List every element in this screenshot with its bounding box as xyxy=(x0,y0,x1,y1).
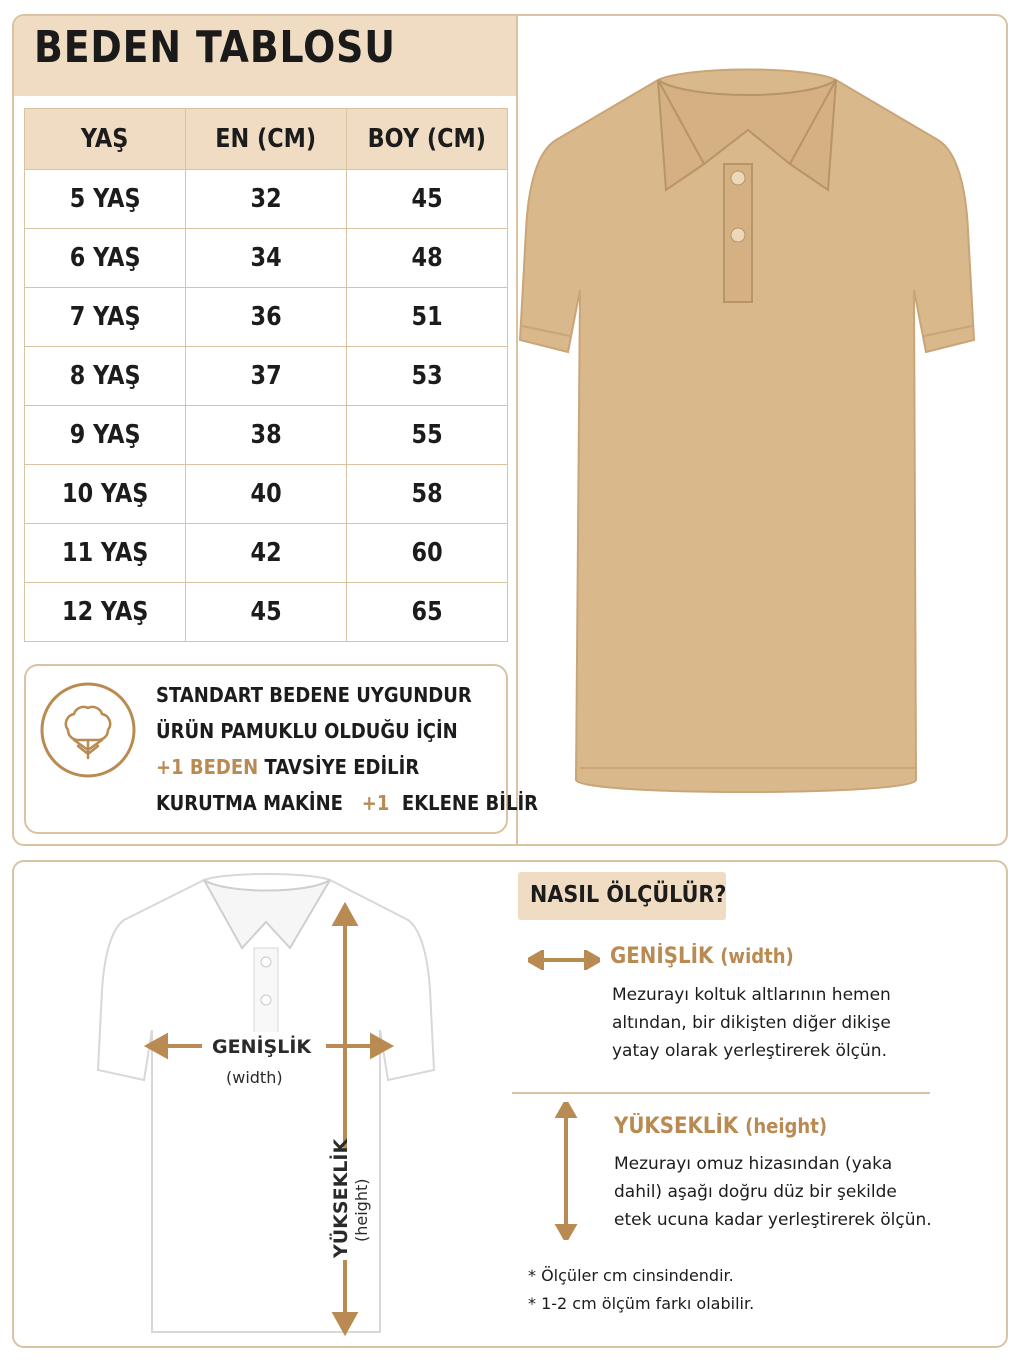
note-line-4-start: KURUTMA MAKİNE xyxy=(156,791,343,815)
table-header-row xyxy=(25,109,508,170)
column-header-width: EN (CM) xyxy=(186,109,347,170)
note-line-3-rest: TAVSİYE EDİLİR xyxy=(264,755,420,779)
cell-width: 32 xyxy=(186,170,347,229)
overlay-width-label: GENİŞLİK xyxy=(212,1036,312,1058)
overlay-height-sub: (height) xyxy=(352,1178,371,1242)
note-line-4-rest: EKLENE BİLİR xyxy=(401,791,539,815)
measurement-arrows-overlay xyxy=(140,900,400,1340)
table-row xyxy=(25,347,508,406)
cell-length: 65 xyxy=(347,583,508,642)
section-separator xyxy=(512,1092,930,1094)
cell-width: 40 xyxy=(186,465,347,524)
column-header-length: BOY (CM) xyxy=(347,109,508,170)
cotton-icon xyxy=(38,680,138,780)
cell-length: 58 xyxy=(347,465,508,524)
cell-age: 9 YAŞ xyxy=(25,406,186,465)
cell-age: 10 YAŞ xyxy=(25,465,186,524)
measure-title: NASIL ÖLÇÜLÜR? xyxy=(530,882,727,908)
cell-age: 5 YAŞ xyxy=(25,170,186,229)
vertical-arrow-icon xyxy=(554,1102,578,1240)
cell-age: 8 YAŞ xyxy=(25,347,186,406)
footnote-tolerance: * 1-2 cm ölçüm farkı olabilir. xyxy=(528,1294,755,1313)
table-row xyxy=(25,229,508,288)
note-accent-plus-one-size: +1 BEDEN xyxy=(156,755,259,779)
overlay-width-sub: (width) xyxy=(226,1068,283,1087)
cell-width: 36 xyxy=(186,288,347,347)
table-row xyxy=(25,524,508,583)
cell-age: 7 YAŞ xyxy=(25,288,186,347)
cell-length: 60 xyxy=(347,524,508,583)
note-line-2: ÜRÜN PAMUKLU OLDUĞU İÇİN xyxy=(156,719,458,743)
note-line-1: STANDART BEDENE UYGUNDUR xyxy=(156,683,472,707)
cell-length: 51 xyxy=(347,288,508,347)
cell-age: 12 YAŞ xyxy=(25,583,186,642)
note-line-3 xyxy=(156,755,419,779)
cell-length: 48 xyxy=(347,229,508,288)
height-heading: YÜKSEKLİK (height) xyxy=(614,1114,828,1139)
footnote-units: * Ölçüler cm cinsindendir. xyxy=(528,1266,734,1285)
table-row xyxy=(25,170,508,229)
table-row xyxy=(25,465,508,524)
cell-width: 34 xyxy=(186,229,347,288)
cell-length: 53 xyxy=(347,347,508,406)
horizontal-arrow-icon xyxy=(528,950,600,970)
width-description: Mezurayı koltuk altlarının hemen altından, bir dikişten diğer dikişe yatay olarak yerleştirerek ölçün. xyxy=(612,985,891,1061)
cell-width: 38 xyxy=(186,406,347,465)
cell-age: 6 YAŞ xyxy=(25,229,186,288)
note-accent-plus-one: +1 xyxy=(361,791,390,815)
width-heading: GENİŞLİK (width) xyxy=(610,944,794,969)
cell-width: 45 xyxy=(186,583,347,642)
cell-width: 42 xyxy=(186,524,347,583)
column-header-age: YAŞ xyxy=(25,109,186,170)
cell-width: 37 xyxy=(186,347,347,406)
table-row xyxy=(25,583,508,642)
tan-polo-shirt-image xyxy=(518,60,976,810)
page-title: BEDEN TABLOSU xyxy=(34,22,396,73)
height-description: Mezurayı omuz hizasından (yaka dahil) aşağı doğru düz bir şekilde etek ucuna kadar yerleştirerek ölçün. xyxy=(614,1154,932,1230)
table-row xyxy=(25,406,508,465)
table-row xyxy=(25,288,508,347)
size-table xyxy=(24,108,508,642)
note-line-4 xyxy=(156,791,538,815)
overlay-height-label: YÜKSEKLİK xyxy=(330,1138,352,1258)
cell-age: 11 YAŞ xyxy=(25,524,186,583)
cell-length: 55 xyxy=(347,406,508,465)
cell-length: 45 xyxy=(347,170,508,229)
